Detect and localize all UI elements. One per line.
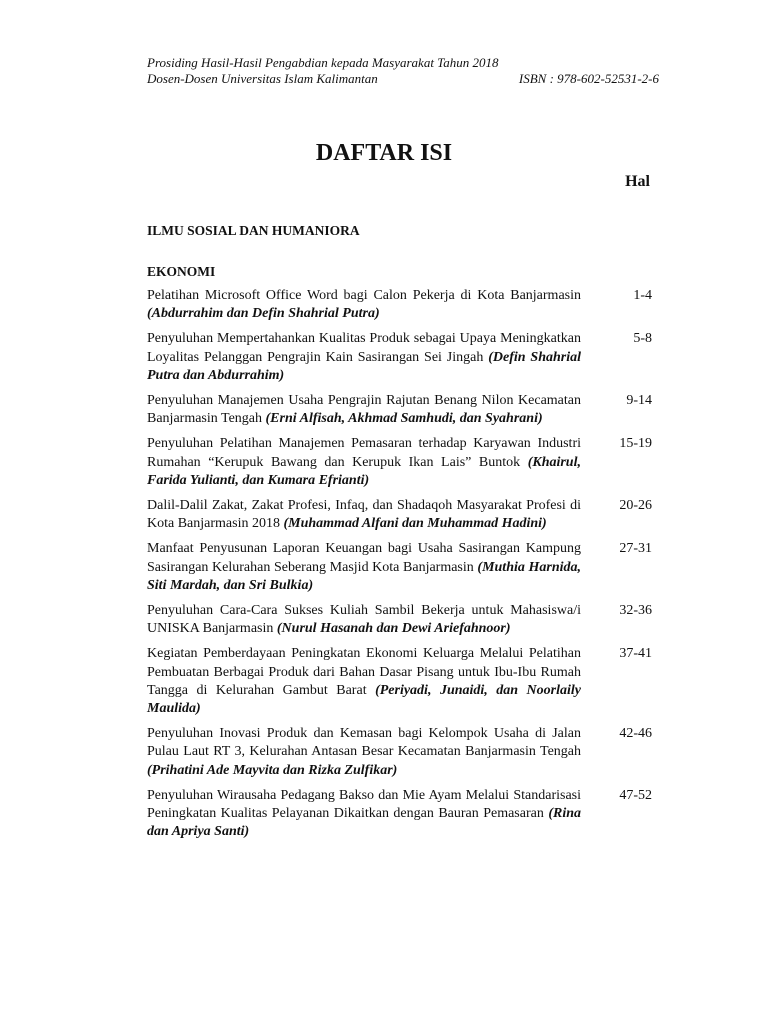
toc-entry-authors: (Abdurrahim dan Defin Shahrial Putra) <box>147 306 380 322</box>
running-header-subtitle <box>147 71 659 87</box>
toc-entry-pages: 47-52 <box>619 787 652 803</box>
toc-entry-authors: (Periyadi, Junaidi, dan Noorlaily Maulida) <box>147 682 581 717</box>
toc-entry <box>147 330 652 385</box>
toc-entry-title: Kegiatan Pemberdayaan Peningkatan Ekonomi Keluarga Melalui Pelatihan Pembuatan Berbagai Produk dari Bahan Dasar Pisang untuk Ibu-Ibu Rumah Tangga di Kelurahan Gambut Barat <box>147 646 581 698</box>
toc-entry-authors: (Muhammad Alfani dan Muhammad Hadini) <box>283 516 547 532</box>
toc-entry-text <box>147 787 581 842</box>
page-title: DAFTAR ISI <box>315 140 453 166</box>
toc-entry-pages: 27-31 <box>619 541 652 557</box>
toc-entry-title: Manfaat Penyusunan Laporan Keuangan bagi Usaha Sasirangan Kampung Sasirangan Kelurahan Seberang Masjid Kota Banjarmasin <box>147 541 581 575</box>
toc-entry-pages: 15-19 <box>619 436 652 452</box>
page-column-label: Hal <box>625 173 650 190</box>
running-header-title: Prosiding Hasil-Hasil Pengabdian kepada Masyarakat Tahun 2018 <box>147 55 499 70</box>
toc-entry-title: Penyuluhan Pelatihan Manajemen Pemasaran terhadap Karyawan Industri Rumahan “Kerupuk Bawang dan Kerupuk Ikan Lais” Buntok <box>147 436 581 470</box>
toc-entry-pages: 32-36 <box>619 603 652 619</box>
toc-entry-authors: (Muthia Harnida, Siti Mardah, dan Sri Bulkia) <box>147 559 582 593</box>
toc-entry <box>147 645 652 718</box>
toc-entry-title: Penyuluhan Mempertahankan Kualitas Produk sebagai Upaya Meningkatkan Loyalitas Pelanggan Pengrajin Kain Sasirangan Sei Jingah <box>147 331 581 365</box>
toc-entry <box>147 435 652 490</box>
toc-entry <box>147 602 652 638</box>
toc-entry-authors: (Defin Shahrial Putra dan Abdurrahim) <box>147 349 581 383</box>
toc-entry-pages: 1-4 <box>633 288 652 303</box>
toc-entry-text <box>147 725 581 780</box>
toc-entry <box>147 287 652 323</box>
toc-entry-authors: (Erni Alfisah, Akhmad Samhudi, dan Syahrani) <box>265 411 543 427</box>
toc-entry-authors: (Prihatini Ade Mayvita dan Rizka Zulfikar) <box>147 762 398 778</box>
toc-entry <box>147 540 652 595</box>
toc-entry-title: Pelatihan Microsoft Office Word bagi Calon Pekerja di Kota Banjarmasin <box>147 288 581 303</box>
toc-entry-authors: (Rina dan Apriya Santi) <box>147 806 581 840</box>
toc-entry-title: Penyuluhan Cara-Cara Sukses Kuliah Sambil Bekerja untuk Mahasiswa/i UNISKA Banjarmasin <box>147 603 581 637</box>
toc-entry-title: Penyuluhan Manajemen Usaha Pengrajin Rajutan Benang Nilon Kecamatan Banjarmasin Tengah <box>147 393 581 427</box>
running-header-institution: Dosen-Dosen Universitas Islam Kalimantan <box>147 71 378 86</box>
toc-entry-text <box>147 392 581 428</box>
subsection-heading: EKONOMI <box>147 264 216 279</box>
toc-entry <box>147 497 652 533</box>
toc-entry-pages: 37-41 <box>619 646 652 662</box>
toc-entry-title: Penyuluhan Wirausaha Pedagang Bakso dan Mie Ayam Melalui Standarisasi Peningkatan Kualitas Pelayanan Dikaitkan dengan Bauran Pemasaran <box>147 787 581 822</box>
toc-entry-pages: 5-8 <box>633 331 652 347</box>
toc-entry <box>147 392 652 428</box>
toc-entry-text <box>147 645 581 718</box>
toc-entry-title: Dalil-Dalil Zakat, Zakat Profesi, Infaq, dan Shadaqoh Masyarakat Profesi di Kota Banjarmasin 2018 <box>147 498 581 532</box>
toc-entry-authors: (Nurul Hasanah dan Dewi Ariefahnoor) <box>276 621 511 637</box>
toc-entry-pages: 42-46 <box>619 726 652 742</box>
toc-entry-text <box>147 497 581 533</box>
toc-entry-text <box>147 540 581 595</box>
toc-entry-pages: 9-14 <box>626 393 652 409</box>
toc-entry <box>147 787 652 842</box>
toc-entry-title: Penyuluhan Inovasi Produk dan Kemasan bagi Kelompok Usaha di Jalan Pulau Laut RT 3, Kelurahan Antasan Besar Kecamatan Banjarmasin Tengah <box>147 726 581 760</box>
section-heading: ILMU SOSIAL DAN HUMANIORA <box>147 223 360 238</box>
toc-entry-pages: 20-26 <box>619 498 652 514</box>
toc-entry-text <box>147 435 581 490</box>
toc-entry-text <box>147 287 581 323</box>
toc-entry-authors: (Khairul, Farida Yulianti, dan Kumara Efrianti) <box>147 454 581 488</box>
toc-entries <box>147 287 652 848</box>
toc-entry-text <box>147 330 581 385</box>
toc-entry <box>147 725 652 780</box>
running-header-isbn: ISBN : 978-602-52531-2-6 <box>518 71 659 86</box>
toc-entry-text <box>147 602 581 638</box>
